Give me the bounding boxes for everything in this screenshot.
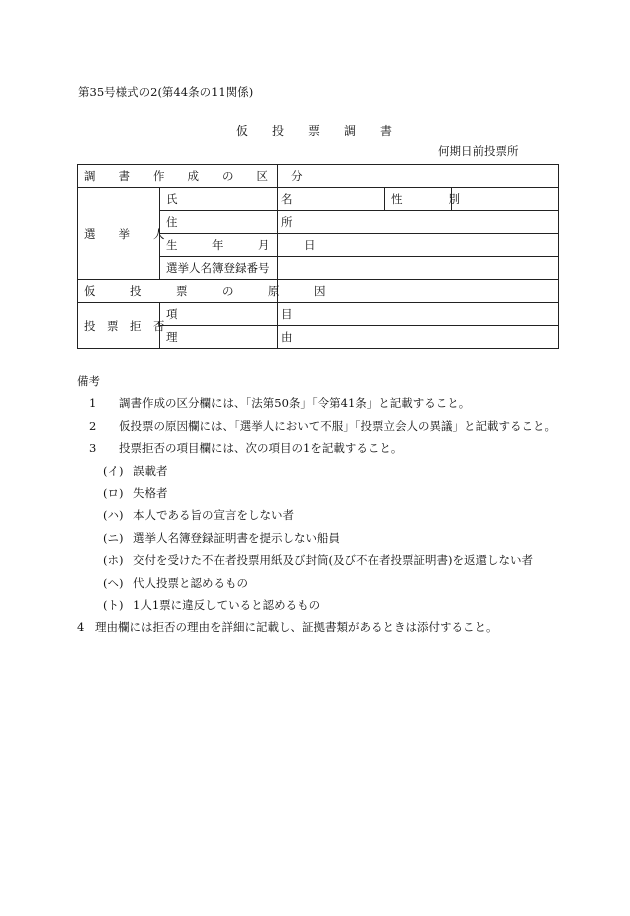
address-value-cell[interactable] bbox=[278, 211, 559, 234]
classification-label: 調 書 作 成 の 区 分 bbox=[78, 165, 278, 188]
sub-item-text: 本人である旨の宣言をしない者 bbox=[133, 508, 294, 523]
sub-item-label: (ホ) bbox=[103, 553, 124, 568]
note-text: 理由欄には拒否の理由を詳細に記載し、証拠書類があるときは添付すること。 bbox=[95, 620, 498, 635]
sub-item bbox=[77, 460, 556, 482]
sub-item-text: 1人1票に違反していると認めるもの bbox=[133, 598, 321, 613]
document-title: 仮 投 票 調 書 bbox=[236, 124, 393, 138]
sub-item-label: (イ) bbox=[103, 463, 124, 478]
notes-section bbox=[77, 370, 556, 639]
voter-name-row bbox=[78, 188, 559, 211]
vote-rejection-label: 投 票 拒 否 bbox=[78, 303, 160, 349]
voter-label: 選 挙 人 bbox=[78, 188, 160, 280]
sub-item-text: 交付を受けた不在者投票用紙及び封筒(及び不在者投票証明書)を返還しない者 bbox=[133, 553, 533, 568]
sub-item bbox=[77, 594, 556, 616]
sub-item-label: (ヘ) bbox=[103, 575, 124, 590]
note-number: 3 bbox=[89, 441, 97, 456]
sub-item-text: 誤載者 bbox=[133, 463, 168, 478]
note-text: 仮投票の原因欄には、「選挙人において不服」「投票立会人の異議」と記載すること。 bbox=[119, 418, 556, 433]
sub-item-label: (ニ) bbox=[103, 530, 124, 545]
sub-item bbox=[77, 572, 556, 594]
item-label: 項 目 bbox=[160, 303, 278, 326]
note-number: 2 bbox=[89, 418, 97, 433]
note-2 bbox=[77, 415, 556, 437]
note-text: 調書作成の区分欄には、「法第50条」「令第41条」と記載すること。 bbox=[119, 396, 471, 411]
note-4 bbox=[77, 616, 556, 638]
form-reference: 第35号様式の2(第44条の11関係) bbox=[78, 85, 254, 99]
reason-value-cell[interactable] bbox=[278, 326, 559, 349]
note-3 bbox=[77, 437, 556, 459]
classification-row bbox=[78, 165, 559, 188]
note-number: 4 bbox=[77, 620, 85, 635]
note-number: 1 bbox=[89, 396, 97, 411]
sub-item-label: (ト) bbox=[103, 598, 124, 613]
sub-item bbox=[77, 549, 556, 571]
note-1 bbox=[77, 392, 556, 414]
polling-station-name: 何期日前投票所 bbox=[438, 144, 519, 158]
sub-item-text: 選挙人名簿登録証明書を提示しない船員 bbox=[133, 530, 340, 545]
sub-item bbox=[77, 482, 556, 504]
sub-item-text: 代人投票と認めるもの bbox=[133, 575, 248, 590]
reason-row bbox=[78, 280, 559, 303]
sub-item-label: (ハ) bbox=[103, 508, 124, 523]
notes-heading: 備考 bbox=[77, 374, 100, 388]
sub-item-label: (ロ) bbox=[103, 486, 124, 501]
reason-label: 理 由 bbox=[160, 326, 278, 349]
dob-label: 生 年 月 日 bbox=[160, 234, 278, 257]
name-value-cell[interactable] bbox=[278, 188, 385, 211]
note-text: 投票拒否の項目欄には、次の項目の1を記載すること。 bbox=[119, 441, 403, 456]
item-value-cell[interactable] bbox=[278, 303, 559, 326]
name-label: 氏 名 bbox=[160, 188, 278, 211]
classification-value-cell[interactable] bbox=[278, 165, 559, 188]
address-label: 住 所 bbox=[160, 211, 278, 234]
provisional-vote-form-table bbox=[77, 164, 559, 349]
sub-item bbox=[77, 504, 556, 526]
sex-label: 性 別 bbox=[385, 188, 452, 211]
provisional-vote-reason-label: 仮 投 票 の 原 因 bbox=[78, 280, 278, 303]
rejection-item-row bbox=[78, 303, 559, 326]
registration-number-label: 選挙人名簿登録番号 bbox=[160, 257, 278, 280]
registration-number-value-cell[interactable] bbox=[278, 257, 559, 280]
sex-value-cell[interactable] bbox=[452, 188, 559, 211]
sub-item-text: 失格者 bbox=[133, 486, 168, 501]
sub-item bbox=[77, 527, 556, 549]
dob-value-cell[interactable] bbox=[278, 234, 559, 257]
